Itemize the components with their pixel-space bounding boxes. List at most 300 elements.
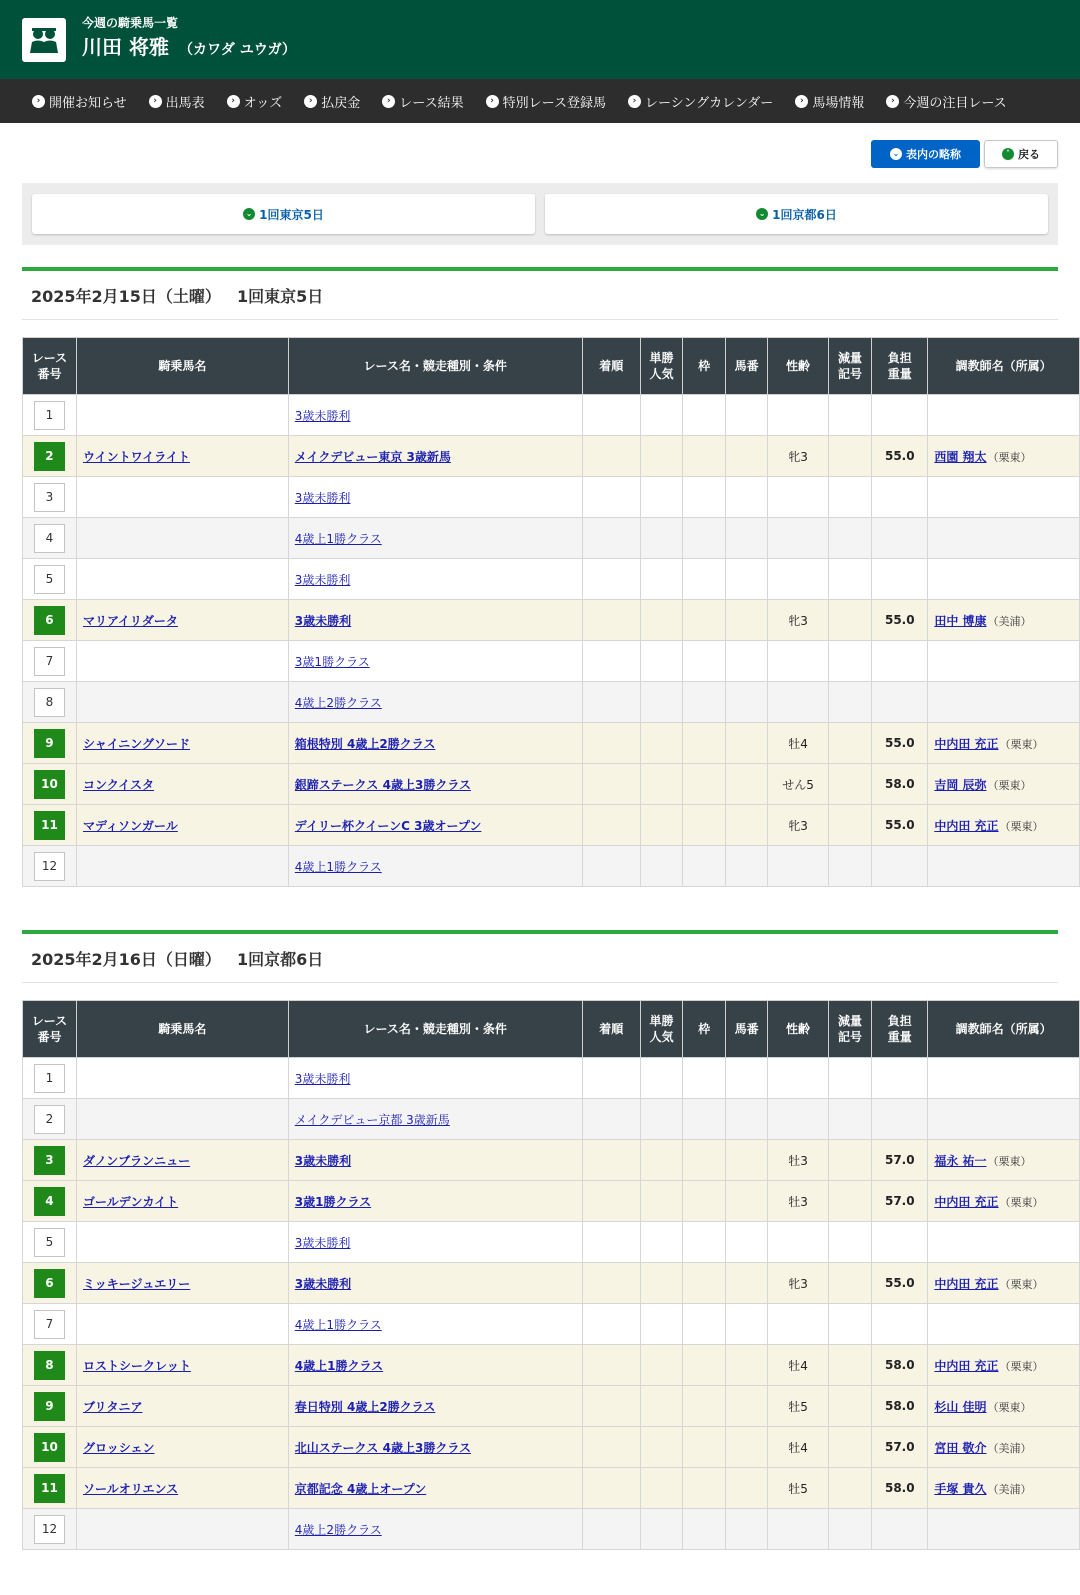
sex-age-cell <box>768 395 828 436</box>
horse-name-cell <box>76 1427 288 1468</box>
bracket-cell <box>683 1304 726 1345</box>
horse-name-cell <box>76 1222 288 1263</box>
jump-day-2[interactable] <box>545 194 1048 234</box>
race-name-cell <box>288 1222 582 1263</box>
trainer-cell <box>928 1222 1080 1263</box>
col-burden-weight-header: 負担 重量 <box>872 1001 928 1058</box>
horse-name-link[interactable]: ダノンブランニュー <box>82 1153 191 1168</box>
race-row <box>23 1222 1080 1263</box>
horse-name-cell <box>76 1140 288 1181</box>
sex-age-cell: 牝3 <box>768 600 828 641</box>
race-number-cell <box>23 1509 77 1550</box>
popularity-cell <box>640 1263 683 1304</box>
race-number-cell <box>23 395 77 436</box>
trainer-cell <box>928 723 1080 764</box>
trainer-cell <box>928 1427 1080 1468</box>
race-name-link[interactable]: 北山ステークス 4歳上3勝クラス <box>294 1440 471 1455</box>
horse-name-cell <box>76 805 288 846</box>
horse-number-cell <box>725 723 768 764</box>
finish-cell <box>582 1427 640 1468</box>
col-race-number-header: レース 番号 <box>23 338 77 395</box>
horse-name-link[interactable]: ブリタニア <box>82 1399 143 1414</box>
jump-day-1[interactable] <box>32 194 535 234</box>
horse-name-cell <box>76 559 288 600</box>
day-section <box>22 930 1058 1550</box>
trainer-link[interactable]: 宮田 敬介 <box>934 1440 987 1455</box>
race-name-cell <box>288 805 582 846</box>
horse-name-link[interactable]: ソールオリエンス <box>82 1481 179 1496</box>
bracket-cell <box>683 1140 726 1181</box>
race-number: 12 <box>34 1515 65 1544</box>
chevron-right-icon: › <box>486 95 499 108</box>
horse-name-cell <box>76 1181 288 1222</box>
race-name-link[interactable]: 3歳未勝利 <box>294 408 351 423</box>
weight-reduction-cell <box>828 1222 872 1263</box>
popularity-cell <box>640 1140 683 1181</box>
trainer-cell <box>928 559 1080 600</box>
race-number: 2 <box>34 1105 65 1134</box>
popularity-cell <box>640 600 683 641</box>
race-number-cell <box>23 1058 77 1099</box>
race-name-cell <box>288 477 582 518</box>
popularity-cell <box>640 395 683 436</box>
horse-name-link[interactable]: ウイントワイライト <box>82 449 190 464</box>
horse-number-cell <box>725 1427 768 1468</box>
trainer-affiliation: （美浦） <box>987 1441 1032 1455</box>
race-name-cell <box>288 1058 582 1099</box>
horse-name-cell <box>76 1304 288 1345</box>
trainer-link[interactable]: 中内田 充正 <box>934 736 999 751</box>
race-number-cell <box>23 1468 77 1509</box>
race-name-cell <box>288 436 582 477</box>
race-row <box>23 1304 1080 1345</box>
col-bracket-header: 枠 <box>683 1001 726 1058</box>
race-number: 6 <box>34 1269 65 1298</box>
race-number-cell <box>23 1263 77 1304</box>
race-name-link[interactable]: 4歳上1勝クラス <box>294 859 382 874</box>
trainer-link[interactable]: 田中 博康 <box>934 613 987 628</box>
weight-reduction-cell <box>828 1058 872 1099</box>
race-row <box>23 1263 1080 1304</box>
burden-weight-cell: 55.0 <box>872 600 928 641</box>
horse-name-cell <box>76 723 288 764</box>
race-number-cell <box>23 1304 77 1345</box>
race-row <box>23 1386 1080 1427</box>
col-bracket-header: 枠 <box>683 338 726 395</box>
popularity-cell <box>640 1386 683 1427</box>
race-name-link[interactable]: 京都記念 4歳上オープン <box>294 1481 427 1496</box>
weight-reduction-cell <box>828 1509 872 1550</box>
trainer-cell <box>928 1468 1080 1509</box>
page-subtitle: 今週の騎乗馬一覧 <box>82 16 179 30</box>
sex-age-cell <box>768 846 828 887</box>
popularity-cell <box>640 518 683 559</box>
trainer-link[interactable]: 中内田 充正 <box>934 1276 999 1291</box>
burden-weight-cell <box>872 846 928 887</box>
race-number-cell <box>23 805 77 846</box>
sex-age-cell: 牡4 <box>768 723 828 764</box>
trainer-affiliation: （栗東） <box>999 1277 1044 1291</box>
col-finish-header: 着順 <box>582 338 640 395</box>
race-number: 5 <box>34 565 65 594</box>
finish-cell <box>582 641 640 682</box>
bracket-cell <box>683 1263 726 1304</box>
bracket-cell <box>683 477 726 518</box>
trainer-cell <box>928 395 1080 436</box>
burden-weight-cell <box>872 682 928 723</box>
finish-cell <box>582 1058 640 1099</box>
race-number: 3 <box>34 483 65 512</box>
race-number: 1 <box>34 1064 65 1093</box>
finish-cell <box>582 846 640 887</box>
weight-reduction-cell <box>828 1099 872 1140</box>
sex-age-cell <box>768 641 828 682</box>
col-popularity-header: 単勝 人気 <box>640 338 683 395</box>
finish-cell <box>582 1386 640 1427</box>
race-row <box>23 436 1080 477</box>
horse-name-link[interactable]: マリアイリダータ <box>82 613 178 628</box>
bracket-cell <box>683 1427 726 1468</box>
trainer-affiliation: （栗東） <box>987 1400 1032 1414</box>
race-name-link[interactable]: 4歳上1勝クラス <box>294 1358 384 1373</box>
race-number-cell <box>23 1427 77 1468</box>
race-name-link[interactable]: 3歳1勝クラス <box>294 1194 372 1209</box>
horse-number-cell <box>725 1099 768 1140</box>
nav-item-results[interactable] <box>382 92 463 111</box>
finish-cell <box>582 1140 640 1181</box>
chevron-right-icon: › <box>304 95 317 108</box>
trainer-cell <box>928 600 1080 641</box>
horse-number-cell <box>725 1509 768 1550</box>
sex-age-cell: せん5 <box>768 764 828 805</box>
popularity-cell <box>640 1427 683 1468</box>
race-number-cell <box>23 518 77 559</box>
day-jump-bar <box>22 183 1058 245</box>
day-date: 2025年2月15日（土曜） <box>31 286 221 306</box>
race-number: 4 <box>34 1187 65 1216</box>
trainer-cell <box>928 682 1080 723</box>
weight-reduction-cell <box>828 1468 872 1509</box>
race-row <box>23 1427 1080 1468</box>
trainer-link[interactable]: 西園 翔太 <box>934 449 987 464</box>
weight-reduction-cell <box>828 1304 872 1345</box>
race-name-link[interactable]: 3歳未勝利 <box>294 1276 352 1291</box>
trainer-cell <box>928 1181 1080 1222</box>
race-name-link[interactable]: 4歳上2勝クラス <box>294 695 382 710</box>
finish-cell <box>582 395 640 436</box>
race-table <box>22 1000 1080 1550</box>
bracket-cell <box>683 559 726 600</box>
finish-cell <box>582 477 640 518</box>
day-heading <box>22 930 1058 983</box>
race-name-cell <box>288 1140 582 1181</box>
horse-name-cell <box>76 641 288 682</box>
race-name-cell <box>288 1386 582 1427</box>
race-name-link[interactable]: 3歳未勝利 <box>294 1235 351 1250</box>
race-number-cell <box>23 1181 77 1222</box>
horse-number-cell <box>725 846 768 887</box>
bracket-cell <box>683 1222 726 1263</box>
popularity-cell <box>640 1058 683 1099</box>
abbreviation-button[interactable] <box>871 140 980 168</box>
col-finish-header: 着順 <box>582 1001 640 1058</box>
race-name-link[interactable]: 銀蹄ステークス 4歳上3勝クラス <box>294 777 471 792</box>
trainer-link[interactable]: 中内田 充正 <box>934 1358 999 1373</box>
toolbar <box>0 123 1080 183</box>
horse-name-cell <box>76 518 288 559</box>
abbreviation-label: 表内の略称 <box>906 148 961 161</box>
sex-age-cell <box>768 1304 828 1345</box>
trainer-affiliation: （栗東） <box>999 737 1044 751</box>
race-row <box>23 518 1080 559</box>
race-number: 8 <box>34 688 65 717</box>
burden-weight-cell <box>872 477 928 518</box>
trainer-affiliation: （栗東） <box>999 819 1044 833</box>
trainer-link[interactable]: 手塚 貴久 <box>934 1481 987 1496</box>
popularity-cell <box>640 682 683 723</box>
race-name-cell <box>288 846 582 887</box>
sex-age-cell <box>768 1058 828 1099</box>
nav-item-notices[interactable] <box>32 92 127 111</box>
jump-label: 1回東京5日 <box>259 207 324 222</box>
popularity-cell <box>640 846 683 887</box>
nav-item-featured[interactable] <box>886 92 1006 111</box>
popularity-cell <box>640 477 683 518</box>
popularity-cell <box>640 805 683 846</box>
horse-number-cell <box>725 600 768 641</box>
horse-name-link[interactable]: ゴールデンカイト <box>82 1194 179 1209</box>
horse-number-cell <box>725 1345 768 1386</box>
race-name-cell <box>288 1468 582 1509</box>
race-number: 7 <box>34 647 65 676</box>
weight-reduction-cell <box>828 723 872 764</box>
page-header <box>0 0 1080 79</box>
burden-weight-cell: 57.0 <box>872 1140 928 1181</box>
col-sex-age-header: 性齢 <box>768 1001 828 1058</box>
race-name-cell <box>288 518 582 559</box>
race-name-link[interactable]: 3歳1勝クラス <box>294 654 370 669</box>
race-row <box>23 395 1080 436</box>
sex-age-cell: 牡5 <box>768 1468 828 1509</box>
trainer-link[interactable]: 杉山 佳明 <box>934 1399 987 1414</box>
horse-name-cell <box>76 1468 288 1509</box>
race-row <box>23 846 1080 887</box>
trainer-link[interactable]: 中内田 充正 <box>934 1194 999 1209</box>
horse-name-link[interactable]: ミッキージュエリー <box>82 1276 191 1291</box>
horse-number-cell <box>725 1181 768 1222</box>
race-name-link[interactable]: デイリー杯クイーンC 3歳オープン <box>294 818 482 833</box>
trainer-affiliation: （美浦） <box>987 614 1032 628</box>
col-horse-number-header: 馬番 <box>725 338 768 395</box>
bracket-cell <box>683 641 726 682</box>
chevron-right-icon: › <box>886 95 899 108</box>
finish-cell <box>582 682 640 723</box>
race-number-cell <box>23 1386 77 1427</box>
horse-number-cell <box>725 764 768 805</box>
bracket-cell <box>683 1509 726 1550</box>
sex-age-cell <box>768 518 828 559</box>
burden-weight-cell: 55.0 <box>872 1263 928 1304</box>
race-number-cell <box>23 641 77 682</box>
finish-cell <box>582 436 640 477</box>
race-number-cell <box>23 682 77 723</box>
back-button[interactable] <box>984 140 1058 168</box>
race-number: 3 <box>34 1146 65 1175</box>
chevron-down-icon: ⌄ <box>756 208 768 220</box>
trainer-cell <box>928 1263 1080 1304</box>
race-name-cell <box>288 1181 582 1222</box>
race-name-link[interactable]: メイクデビュー京都 3歳新馬 <box>294 1112 450 1127</box>
race-row <box>23 1140 1080 1181</box>
horse-name-link[interactable]: ロストシークレット <box>82 1358 191 1373</box>
nav-label: レーシングカレンダー <box>645 95 774 111</box>
race-name-link[interactable]: 箱根特別 4歳上2勝クラス <box>294 736 436 751</box>
horse-number-cell <box>725 805 768 846</box>
finish-cell <box>582 723 640 764</box>
finish-cell <box>582 805 640 846</box>
horse-name-link[interactable]: シャイニングソード <box>82 736 191 751</box>
weight-reduction-cell <box>828 1181 872 1222</box>
bracket-cell <box>683 682 726 723</box>
race-number: 8 <box>34 1351 65 1380</box>
trainer-cell <box>928 1099 1080 1140</box>
race-name-link[interactable]: 3歳未勝利 <box>294 1071 351 1086</box>
race-number-cell <box>23 1099 77 1140</box>
race-name-cell <box>288 723 582 764</box>
trainer-link[interactable]: 吉岡 辰弥 <box>934 777 987 792</box>
nav-item-special-entries[interactable] <box>486 92 606 111</box>
burden-weight-cell <box>872 641 928 682</box>
race-number: 9 <box>34 1392 65 1421</box>
burden-weight-cell: 57.0 <box>872 1427 928 1468</box>
race-row <box>23 1468 1080 1509</box>
horse-name-cell <box>76 1263 288 1304</box>
race-number: 11 <box>34 811 65 840</box>
race-row <box>23 641 1080 682</box>
horse-name-link[interactable]: マディソンガール <box>82 818 178 833</box>
weight-reduction-cell <box>828 477 872 518</box>
day-venue: 1回京都6日 <box>236 949 324 969</box>
burden-weight-cell <box>872 1222 928 1263</box>
bracket-cell <box>683 395 726 436</box>
jockey-name-text: 川田 将雅 <box>82 35 169 59</box>
trainer-cell <box>928 1386 1080 1427</box>
nav-item-track-info[interactable] <box>795 92 864 111</box>
race-name-link[interactable]: 4歳上1勝クラス <box>294 1317 382 1332</box>
nav-item-payouts[interactable] <box>304 92 360 111</box>
race-row <box>23 477 1080 518</box>
bracket-cell <box>683 1099 726 1140</box>
nav-label: 特別レース登録馬 <box>502 95 606 111</box>
sex-age-cell: 牡3 <box>768 1140 828 1181</box>
nav-item-odds[interactable] <box>227 92 283 111</box>
race-name-link[interactable]: 3歳未勝利 <box>294 490 351 505</box>
race-number-cell <box>23 477 77 518</box>
race-name-link[interactable]: メイクデビュー東京 3歳新馬 <box>294 449 451 464</box>
bracket-cell <box>683 436 726 477</box>
horse-number-cell <box>725 395 768 436</box>
race-name-cell <box>288 1099 582 1140</box>
race-name-link[interactable]: 4歳上2勝クラス <box>294 1522 382 1537</box>
horse-number-cell <box>725 559 768 600</box>
horse-name-cell <box>76 1058 288 1099</box>
burden-weight-cell <box>872 559 928 600</box>
trainer-link[interactable]: 福永 祐一 <box>934 1153 987 1168</box>
weight-reduction-cell <box>828 1140 872 1181</box>
weight-reduction-cell <box>828 518 872 559</box>
col-horse-number-header: 馬番 <box>725 1001 768 1058</box>
col-trainer-header: 調教師名（所属） <box>928 338 1080 395</box>
trainer-link[interactable]: 中内田 充正 <box>934 818 999 833</box>
trainer-affiliation: （栗東） <box>987 450 1032 464</box>
race-number-cell <box>23 1140 77 1181</box>
popularity-cell <box>640 559 683 600</box>
burden-weight-cell <box>872 518 928 559</box>
day-venue: 1回東京5日 <box>236 286 324 306</box>
race-row <box>23 1181 1080 1222</box>
weight-reduction-cell <box>828 1386 872 1427</box>
horse-name-link[interactable]: コンクイスタ <box>82 777 155 792</box>
finish-cell <box>582 1468 640 1509</box>
popularity-cell <box>640 723 683 764</box>
race-row <box>23 723 1080 764</box>
horse-name-link[interactable]: グロッシェン <box>82 1440 155 1455</box>
finish-cell <box>582 1304 640 1345</box>
race-name-link[interactable]: 3歳未勝利 <box>294 1153 352 1168</box>
trainer-affiliation: （栗東） <box>999 1359 1044 1373</box>
day-heading <box>22 267 1058 320</box>
race-name-link[interactable]: 春日特別 4歳上2勝クラス <box>294 1399 436 1414</box>
race-number-cell <box>23 1222 77 1263</box>
popularity-cell <box>640 764 683 805</box>
horse-name-cell <box>76 764 288 805</box>
race-name-link[interactable]: 4歳上1勝クラス <box>294 531 382 546</box>
race-number-cell <box>23 600 77 641</box>
burden-weight-cell: 58.0 <box>872 764 928 805</box>
burden-weight-cell <box>872 1304 928 1345</box>
race-number: 11 <box>34 1474 65 1503</box>
weight-reduction-cell <box>828 600 872 641</box>
col-weight-reduction-header: 減量 記号 <box>828 338 872 395</box>
weight-reduction-cell <box>828 1345 872 1386</box>
race-row <box>23 1345 1080 1386</box>
burden-weight-cell: 55.0 <box>872 723 928 764</box>
weight-reduction-cell <box>828 436 872 477</box>
bracket-cell <box>683 1181 726 1222</box>
burden-weight-cell <box>872 1509 928 1550</box>
weight-reduction-cell <box>828 641 872 682</box>
horse-name-cell <box>76 395 288 436</box>
trainer-cell <box>928 436 1080 477</box>
col-burden-weight-header: 負担 重量 <box>872 338 928 395</box>
col-sex-age-header: 性齢 <box>768 338 828 395</box>
trainer-cell <box>928 1345 1080 1386</box>
horse-name-cell <box>76 1509 288 1550</box>
nav-item-entries[interactable] <box>149 92 205 111</box>
horse-name-cell <box>76 477 288 518</box>
jockey-kana: （カワダ ユウガ） <box>178 42 296 58</box>
finish-cell <box>582 1099 640 1140</box>
nav-item-calendar[interactable] <box>628 92 773 111</box>
horse-number-cell <box>725 436 768 477</box>
race-name-cell <box>288 395 582 436</box>
col-race-name-header: レース名・競走種別・条件 <box>288 338 582 395</box>
race-row <box>23 600 1080 641</box>
race-name-cell <box>288 1304 582 1345</box>
race-name-link[interactable]: 3歳未勝利 <box>294 572 351 587</box>
race-name-link[interactable]: 3歳未勝利 <box>294 613 352 628</box>
horse-number-cell <box>725 682 768 723</box>
